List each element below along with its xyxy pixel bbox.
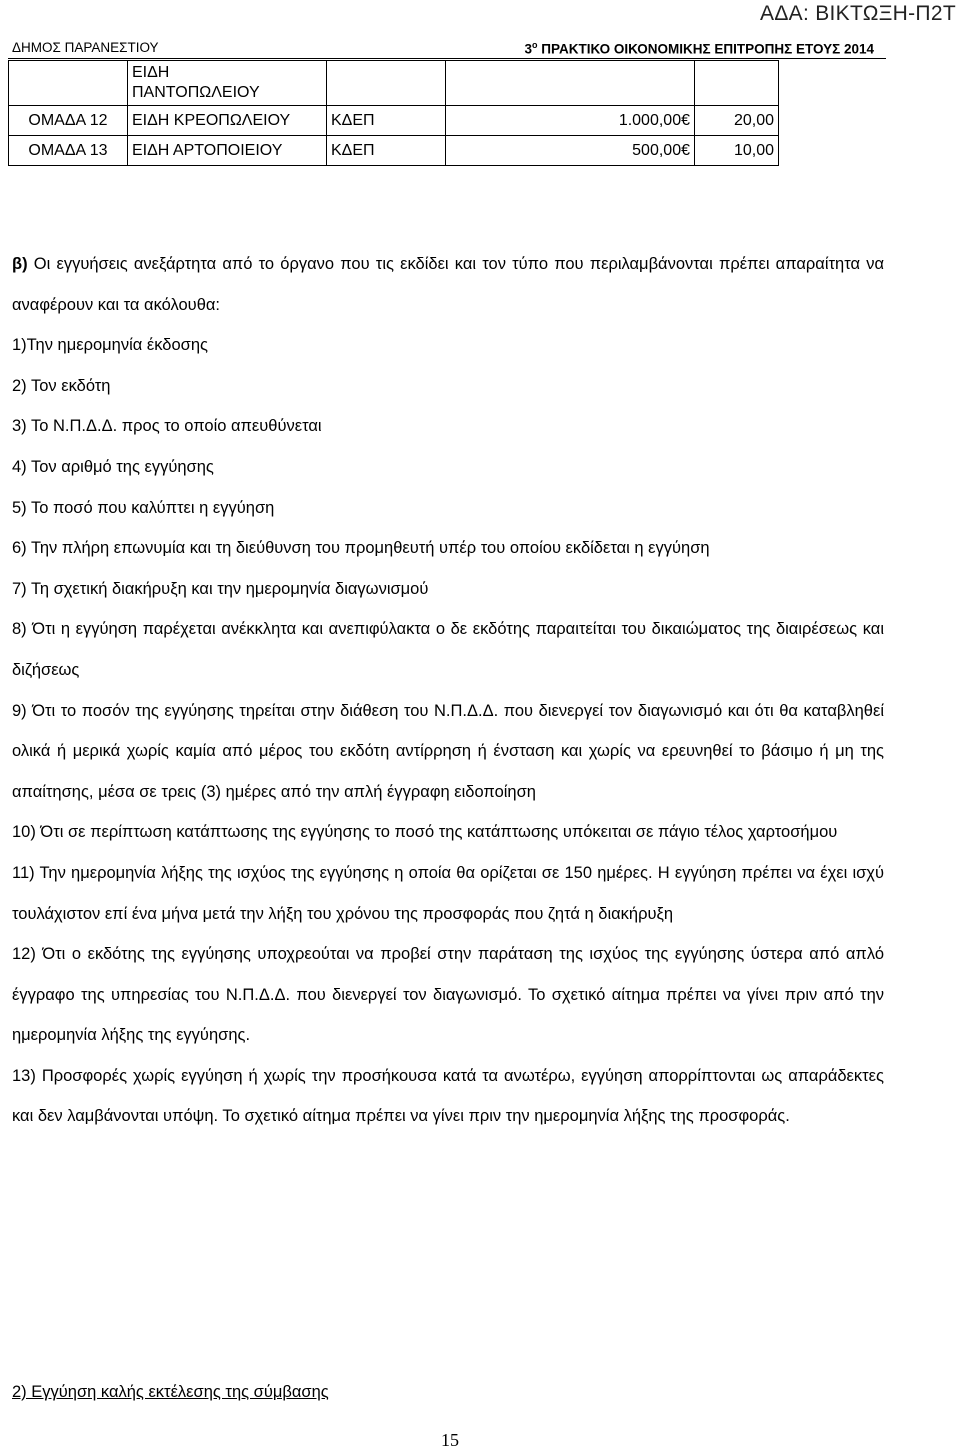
table-cell-group: ΟΜΑΔΑ 13 (9, 136, 128, 166)
table-cell-amount: 500,00€ (446, 136, 695, 166)
table-row (9, 106, 779, 136)
section-title: 2) Εγγύηση καλής εκτέλεσης της σύμβασης (12, 1383, 329, 1401)
table-cell-unit: ΚΔΕΠ (327, 136, 446, 166)
item-line-1: ΕΙΔΗ (132, 64, 170, 81)
list-item: 12) Ότι ο εκδότης της εγγύησης υποχρεούται να προβεί στην παράταση της ισχύος της εγγύησης ύστερα από απλό έγγραφο της υπηρεσίας του Ν.Π.Δ.Δ. που διενεργεί τον διαγωνισμό. Το σχετικό αίτημα πρέπει να γίνει πριν από την ημερομηνία λήξης της εγγύησης. (12, 945, 884, 1045)
list-item: 6) Την πλήρη επωνυμία και τη διεύθυνση του προμηθευτή υπέρ του οποίου εκδίδεται η εγγύηση (12, 539, 710, 558)
table-cell-unit: ΚΔΕΠ (327, 106, 446, 136)
list-item: 2) Τον εκδότη (12, 376, 111, 395)
list-item: 13) Προσφορές χωρίς εγγύηση ή χωρίς την προσήκουσα κατά τα ανωτέρω, εγγύηση απορρίπτονται ως απαράδεκτες και δεν λαμβάνονται υπόψη. Το σχετικό αίτημα πρέπει να γίνει πριν την ημερομηνία λήξης της προσφοράς. (12, 1066, 884, 1126)
list-item: 9) Ότι το ποσόν της εγγύησης τηρείται στην διάθεση του Ν.Π.Δ.Δ. που διενεργεί τον διαγωνισμό και ότι θα καταβληθεί ολικά ή μερικά χωρίς καμία από μέρος του εκδότη αντίρρηση ή ένσταση και χωρίς να ερευνηθεί το βάσιμο ή μη της απαίτησης, μέσα σε τρεις (3) ημέρες από την απλή έγγραφη ειδοποίηση (12, 701, 884, 801)
list-item: 3) Το Ν.Π.Δ.Δ. προς το οποίο απευθύνεται (12, 417, 322, 436)
guarantee-requirements (12, 244, 884, 1137)
table-cell-item (128, 61, 327, 106)
table-row (9, 61, 779, 106)
intro-text: Οι εγγυήσεις ανεξάρτητα από το όργανο που τις εκδίδει και τον τύπο που περιλαμβάνονται πρέπει απαραίτητα να αναφέρουν και τα ακόλουθα: (12, 255, 884, 314)
list-item: 8) Ότι η εγγύηση παρέχεται ανέκκλητα και ανεπιφύλακτα ο δε εκδότης παραιτείται του δικαιώματος της διαιρέσεως και διζήσεως (12, 620, 884, 679)
table-cell-amount: 1.000,00€ (446, 106, 695, 136)
header-minutes-title (524, 40, 874, 57)
table-row (9, 136, 779, 166)
item-line-2: ΠΑΝΤΟΠΩΛΕΙΟΥ (132, 84, 260, 101)
ada-watermark: ΑΔΑ: ΒΙΚΤΩΞΗ-Π2Τ (760, 2, 956, 25)
table-cell-item: ΕΙΔΗ ΚΡΕΟΠΩΛΕΙΟΥ (128, 106, 327, 136)
table-cell (327, 61, 446, 106)
header-municipality: ΔΗΜΟΣ ΠΑΡΑΝΕΣΤΙΟΥ (12, 40, 159, 55)
table-cell (695, 61, 779, 106)
intro-paragraph (12, 244, 884, 325)
list-item: 11) Την ημερομηνία λήξης της ισχύος της εγγύησης η οποία θα ορίζεται σε 150 ημέρες. Η εγγύηση πρέπει να έχει ισχύ τουλάχιστον επί ένα μήνα μετά την λήξη του χρόνου της προσφοράς που ζητά η διακήρυξη (12, 863, 884, 923)
table-cell-guarantee: 10,00 (695, 136, 779, 166)
page-number: 15 (441, 1430, 459, 1450)
header-minutes-text: ΠΡΑΚΤΙΚΟ ΟΙΚΟΝΟΜΙΚΗΣ ΕΠΙΤΡΟΠΗΣ ΕΤΟΥΣ 2014 (537, 41, 874, 57)
header-minutes-number: 3 (524, 41, 532, 57)
header-rule (8, 58, 886, 59)
header-ordinal-mark: ο (532, 40, 538, 50)
table-cell-guarantee: 20,00 (695, 106, 779, 136)
table-cell-group: ΟΜΑΔΑ 12 (9, 106, 128, 136)
list-item: 10) Ότι σε περίπτωση κατάπτωσης της εγγύησης το ποσό της κατάπτωσης υπόκειται σε πάγιο τέλος χαρτοσήμου (12, 823, 838, 842)
table-cell (446, 61, 695, 106)
intro-label: β) (12, 255, 28, 273)
table-cell-item: ΕΙΔΗ ΑΡΤΟΠΟΙΕΙΟΥ (128, 136, 327, 166)
lots-table (8, 60, 779, 166)
table-cell (9, 61, 128, 106)
list-item: 5) Το ποσό που καλύπτει η εγγύηση (12, 498, 275, 517)
list-item: 4) Τον αριθμό της εγγύησης (12, 457, 214, 476)
list-item: 7) Τη σχετική διακήρυξη και την ημερομηνία διαγωνισμού (12, 579, 429, 598)
list-item: 1)Την ημερομηνία έκδοσης (12, 336, 208, 355)
